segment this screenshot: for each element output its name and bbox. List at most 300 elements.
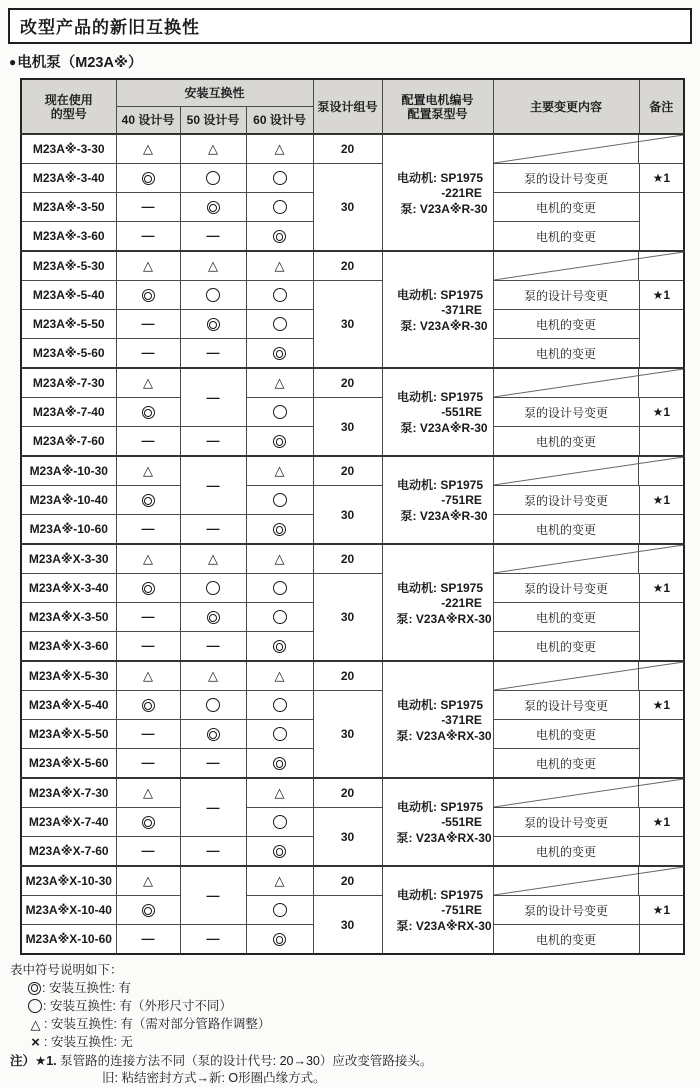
circle-icon (206, 288, 220, 302)
design-60-cell (246, 749, 313, 779)
column-divider (638, 369, 639, 397)
design-40-cell (116, 281, 180, 310)
table-row (21, 281, 684, 310)
design-50-cell (180, 603, 246, 632)
pump-group-cell: 20 (313, 456, 382, 486)
dash-icon: — (141, 726, 155, 741)
motor-config-line: -371RE (441, 712, 482, 727)
design-40-cell (116, 251, 180, 281)
legend-item-text: : 安装互换性: 有（外形尺寸不同） (43, 998, 232, 1013)
design-60-cell (246, 925, 313, 955)
motor-config-line: 电动机: SP1975 (397, 287, 484, 302)
design-60-cell (246, 837, 313, 867)
triangle-icon: △ (274, 551, 285, 566)
diagonal-line (494, 662, 684, 690)
motor-config-line: -551RE (441, 815, 482, 829)
motor-config-line: 电动机: SP1975 (397, 697, 484, 712)
note-prefix: 注）★1. (10, 1054, 57, 1068)
design-50-cell (180, 574, 246, 603)
table-row (21, 574, 684, 603)
design-50-cell (180, 837, 246, 867)
design-40-cell (116, 749, 180, 779)
col-header-model-line2: 的型号 (50, 106, 87, 121)
note-text: 泵管路的连接方法不同（泵的设计代号: 20→30）应改变管路接头。 (60, 1054, 433, 1068)
legend-intro: 表中符号说明如下： (10, 963, 123, 977)
change-cell: 电机的变更 (493, 837, 639, 867)
dash-icon: — (206, 799, 220, 815)
motor-config-line: -551RE (441, 405, 482, 419)
col-header-install: 安装互换性 (116, 79, 313, 107)
change-cell: 电机的变更 (493, 515, 639, 545)
model-cell: M23A※-5-50 (21, 310, 116, 339)
design-60-cell (246, 193, 313, 222)
design-60-cell (246, 281, 313, 310)
triangle-icon: △ (208, 258, 218, 273)
col-header-config (382, 79, 493, 134)
design-40-cell (116, 486, 180, 515)
triangle-icon: △ (274, 873, 285, 888)
design-40-cell (116, 456, 180, 486)
column-divider (638, 662, 639, 690)
table-row (21, 456, 684, 486)
design-50-cell (180, 925, 246, 955)
column-divider (638, 252, 639, 280)
triangle-icon: △ (143, 668, 153, 683)
motor-config-line: 电动机: SP1975 (397, 170, 484, 185)
note-line1 (10, 1053, 692, 1070)
design-60-cell (246, 427, 313, 457)
table-header (21, 79, 684, 134)
triangle-icon: △ (143, 785, 153, 800)
design-60-cell (246, 691, 313, 720)
dash-icon: — (141, 345, 155, 360)
triangle-icon: △ (143, 258, 153, 273)
table-body (21, 134, 684, 954)
design-40-cell (116, 193, 180, 222)
design-40-cell (116, 866, 180, 896)
table-row (21, 866, 684, 896)
model-cell: M23A※-10-40 (21, 486, 116, 515)
dash-icon: — (141, 638, 155, 653)
circle-icon (273, 200, 287, 214)
double-circle-icon (207, 201, 220, 214)
remark-cell (639, 837, 684, 867)
motor-config-line: 电动机: SP1975 (397, 800, 484, 814)
change-cell: 泵的设计号变更 (493, 574, 639, 603)
pump-group-cell: 30 (313, 574, 382, 662)
model-cell: M23A※X-10-40 (21, 896, 116, 925)
dash-icon: — (206, 228, 220, 243)
model-cell: M23A※-7-30 (21, 368, 116, 398)
col-header-remark: 备注 (639, 79, 684, 134)
pump-group-cell: 20 (313, 778, 382, 808)
circle-icon (273, 727, 287, 741)
change-cell: 电机的变更 (493, 222, 639, 252)
pump-group-cell: 30 (313, 896, 382, 955)
change-cell: 泵的设计号变更 (493, 281, 639, 310)
table-row (21, 661, 684, 691)
remark-cell: ★1 (639, 164, 684, 193)
design-60-cell (246, 866, 313, 896)
pump-group-cell: 30 (313, 281, 382, 369)
design-50-cell (180, 164, 246, 193)
dash-icon: — (141, 931, 155, 946)
motor-config-cell (382, 368, 493, 456)
design-60-cell (246, 544, 313, 574)
diagonal-na-cell (493, 544, 684, 574)
col-header-design40: 40 设计号 (116, 107, 180, 135)
design-50-cell (180, 661, 246, 691)
compat-table (20, 78, 685, 955)
dash-icon: — (206, 638, 220, 653)
dash-icon: — (141, 609, 155, 624)
triangle-icon: △ (274, 141, 285, 156)
pump-group-cell: 30 (313, 691, 382, 779)
double-circle-icon (142, 904, 155, 917)
section-title-text: 电机泵（M23A※） (17, 55, 143, 71)
legend-item (10, 997, 692, 1015)
design-40-cell (116, 398, 180, 427)
model-cell: M23A※-10-60 (21, 515, 116, 545)
model-cell: M23A※-3-30 (21, 134, 116, 164)
design-50-cell (180, 193, 246, 222)
model-cell: M23A※X-7-30 (21, 778, 116, 808)
circle-icon (273, 493, 287, 507)
design-60-cell (246, 603, 313, 632)
design-50-cell (180, 778, 246, 837)
bullet-icon: ● (9, 55, 17, 69)
motor-config-line: 泵: V23A※RX-30 (396, 728, 492, 743)
design-60-cell (246, 486, 313, 515)
table-row (21, 134, 684, 164)
change-cell: 电机的变更 (493, 603, 639, 632)
triangle-icon: △ (274, 375, 285, 390)
pump-group-cell: 20 (313, 251, 382, 281)
motor-config-line: -221RE (441, 595, 482, 610)
change-cell: 电机的变更 (493, 925, 639, 955)
triangle-icon: △ (143, 375, 153, 390)
section-title (9, 51, 692, 72)
col-header-changes: 主要变更内容 (493, 79, 639, 134)
design-50-cell (180, 720, 246, 749)
circle-icon (273, 405, 287, 419)
design-60-cell (246, 251, 313, 281)
model-cell: M23A※X-7-60 (21, 837, 116, 867)
column-divider (638, 135, 639, 163)
motor-config-line: 电动机: SP1975 (397, 390, 484, 404)
remark-cell (639, 925, 684, 955)
model-cell: M23A※X-5-50 (21, 720, 116, 749)
design-40-cell (116, 837, 180, 867)
design-50-cell (180, 632, 246, 662)
dash-icon: — (206, 755, 220, 770)
design-40-cell (116, 720, 180, 749)
change-cell: 泵的设计号变更 (493, 164, 639, 193)
dash-icon: — (141, 433, 155, 448)
motor-config-line: -221RE (441, 185, 482, 200)
dash-icon: — (206, 345, 220, 360)
remark-cell: ★1 (639, 486, 684, 515)
model-cell: M23A※-3-40 (21, 164, 116, 193)
design-40-cell (116, 368, 180, 398)
circle-icon (273, 698, 287, 712)
change-cell: 电机的变更 (493, 749, 639, 779)
design-50-cell (180, 866, 246, 925)
page-title: 改型产品的新旧互换性 (8, 8, 692, 44)
table-row (21, 251, 684, 281)
double-circle-icon (273, 435, 286, 448)
double-circle-icon (273, 845, 286, 858)
diagonal-line (494, 252, 684, 280)
double-circle-icon (273, 757, 286, 770)
design-60-cell (246, 222, 313, 252)
pump-group-cell: 30 (313, 486, 382, 545)
design-50-cell (180, 310, 246, 339)
double-circle-icon (207, 728, 220, 741)
triangle-icon: △ (274, 463, 285, 478)
model-cell: M23A※-10-30 (21, 456, 116, 486)
design-60-cell (246, 134, 313, 164)
circle-icon (206, 581, 220, 595)
remark-cell: ★1 (639, 691, 684, 720)
dash-icon: — (206, 887, 220, 903)
pump-group-cell: 30 (313, 164, 382, 252)
design-40-cell (116, 778, 180, 808)
remark-cell (639, 603, 684, 662)
dash-icon: — (206, 477, 220, 493)
design-40-cell (116, 691, 180, 720)
motor-config-line: 泵: V23A※RX-30 (396, 611, 492, 626)
remark-cell (639, 193, 684, 252)
motor-config-line: 泵: V23A※R-30 (400, 421, 488, 435)
remark-cell: ★1 (639, 281, 684, 310)
motor-config-line: 电动机: SP1975 (397, 478, 484, 492)
design-40-cell (116, 603, 180, 632)
remark-cell: ★1 (639, 398, 684, 427)
circle-icon (273, 903, 287, 917)
design-60-cell (246, 720, 313, 749)
col-header-model (21, 79, 116, 134)
change-cell: 泵的设计号变更 (493, 808, 639, 837)
remark-cell: ★1 (639, 896, 684, 925)
double-circle-icon (142, 172, 155, 185)
table-row (21, 691, 684, 720)
legend-list (10, 979, 692, 1051)
motor-config-cell (382, 866, 493, 954)
design-40-cell (116, 222, 180, 252)
triangle-icon: △ (208, 141, 218, 156)
change-cell: 泵的设计号变更 (493, 896, 639, 925)
design-50-cell (180, 749, 246, 779)
legend-item-text: : 安装互换性: 有（需对部分管路作调整） (44, 1016, 271, 1031)
col-header-design50: 50 设计号 (180, 107, 246, 135)
pump-group-cell: 20 (313, 368, 382, 398)
model-cell: M23A※X-3-30 (21, 544, 116, 574)
diagonal-line (494, 135, 684, 163)
double-circle-icon (207, 611, 220, 624)
circle-icon (206, 698, 220, 712)
pump-group-cell: 30 (313, 398, 382, 457)
triangle-icon: △ (30, 1016, 41, 1032)
circle-icon (273, 815, 287, 829)
pump-group-cell: 20 (313, 661, 382, 691)
design-60-cell (246, 368, 313, 398)
triangle-icon: △ (274, 258, 285, 273)
col-header-config-line2: 配置泵型号 (407, 106, 468, 121)
double-circle-icon (28, 982, 41, 995)
diagonal-na-cell (493, 251, 684, 281)
circle-icon (206, 171, 220, 185)
double-circle-icon (142, 289, 155, 302)
motor-config-line: -371RE (441, 302, 482, 317)
design-40-cell (116, 925, 180, 955)
diagonal-line (494, 369, 684, 397)
design-50-cell (180, 339, 246, 369)
model-cell: M23A※X-5-60 (21, 749, 116, 779)
design-60-cell (246, 632, 313, 662)
change-cell: 电机的变更 (493, 339, 639, 369)
diagonal-line (494, 457, 684, 485)
remark-cell (639, 427, 684, 457)
motor-config-line: 泵: V23A※R-30 (400, 318, 488, 333)
remark-cell: ★1 (639, 808, 684, 837)
table-row (21, 808, 684, 837)
legend-item-text: : 安装互换性: 无 (44, 1034, 133, 1049)
remark-cell (639, 515, 684, 545)
model-cell: M23A※X-10-30 (21, 866, 116, 896)
triangle-icon: △ (143, 141, 153, 156)
design-50-cell (180, 515, 246, 545)
change-cell: 泵的设计号变更 (493, 486, 639, 515)
model-cell: M23A※-3-50 (21, 193, 116, 222)
motor-config-line: 泵: V23A※R-30 (400, 201, 488, 216)
change-cell: 泵的设计号变更 (493, 398, 639, 427)
pump-group-cell: 20 (313, 866, 382, 896)
cross-icon: × (31, 1033, 40, 1051)
table-row (21, 486, 684, 515)
legend-item-text: : 安装互换性: 有 (42, 980, 131, 995)
change-cell: 电机的变更 (493, 720, 639, 749)
remark-cell (639, 720, 684, 779)
design-60-cell (246, 808, 313, 837)
dash-icon: — (141, 199, 155, 214)
change-cell: 电机的变更 (493, 193, 639, 222)
double-circle-icon (142, 699, 155, 712)
legend-item (10, 979, 692, 997)
dash-icon: — (141, 316, 155, 331)
col-header-model-line1: 现在使用 (44, 92, 93, 107)
model-cell: M23A※X-7-40 (21, 808, 116, 837)
design-50-cell (180, 456, 246, 515)
design-40-cell (116, 427, 180, 457)
double-circle-icon (273, 933, 286, 946)
model-cell: M23A※-5-60 (21, 339, 116, 369)
design-50-cell (180, 368, 246, 427)
motor-config-cell (382, 778, 493, 866)
design-60-cell (246, 398, 313, 427)
remark-cell (639, 310, 684, 369)
motor-config-line: 泵: V23A※R-30 (400, 509, 488, 523)
triangle-icon: △ (274, 668, 285, 683)
design-40-cell (116, 515, 180, 545)
motor-config-cell (382, 456, 493, 544)
design-40-cell (116, 574, 180, 603)
motor-config-line: 泵: V23A※RX-30 (396, 831, 492, 845)
triangle-icon: △ (143, 873, 153, 888)
motor-config-line: 泵: V23A※RX-30 (396, 919, 492, 933)
model-cell: M23A※-3-60 (21, 222, 116, 252)
dash-icon: — (206, 521, 220, 536)
model-cell: M23A※-5-30 (21, 251, 116, 281)
model-cell: M23A※-7-40 (21, 398, 116, 427)
dash-icon: — (141, 843, 155, 858)
triangle-icon: △ (208, 668, 218, 683)
diagonal-na-cell (493, 661, 684, 691)
motor-config-cell (382, 134, 493, 251)
motor-config-cell (382, 661, 493, 778)
design-60-cell (246, 164, 313, 193)
design-40-cell (116, 544, 180, 574)
design-50-cell (180, 222, 246, 252)
double-circle-icon (142, 582, 155, 595)
triangle-icon: △ (143, 551, 153, 566)
pump-group-cell: 30 (313, 808, 382, 867)
legend (10, 962, 692, 1087)
design-40-cell (116, 134, 180, 164)
model-cell: M23A※X-10-60 (21, 925, 116, 955)
column-divider (638, 457, 639, 485)
column-divider (638, 779, 639, 807)
design-60-cell (246, 310, 313, 339)
model-cell: M23A※X-3-40 (21, 574, 116, 603)
dash-icon: — (141, 755, 155, 770)
design-40-cell (116, 632, 180, 662)
motor-config-line: 电动机: SP1975 (397, 888, 484, 902)
dash-icon: — (206, 931, 220, 946)
col-header-pump-group: 泵设计组号 (313, 79, 382, 134)
model-cell: M23A※X-5-40 (21, 691, 116, 720)
diagonal-na-cell (493, 368, 684, 398)
legend-item (10, 1033, 692, 1051)
pump-group-cell: 20 (313, 544, 382, 574)
design-40-cell (116, 310, 180, 339)
double-circle-icon (207, 318, 220, 331)
dash-icon: — (141, 521, 155, 536)
table-row (21, 778, 684, 808)
design-50-cell (180, 251, 246, 281)
change-cell: 电机的变更 (493, 310, 639, 339)
diagonal-na-cell (493, 134, 684, 164)
triangle-icon: △ (143, 463, 153, 478)
double-circle-icon (142, 816, 155, 829)
model-cell: M23A※-7-60 (21, 427, 116, 457)
diagonal-na-cell (493, 866, 684, 896)
model-cell: M23A※X-3-60 (21, 632, 116, 662)
design-60-cell (246, 515, 313, 545)
triangle-icon: △ (208, 551, 218, 566)
design-40-cell (116, 164, 180, 193)
design-50-cell (180, 427, 246, 457)
design-50-cell (180, 281, 246, 310)
table-row (21, 398, 684, 427)
circle-icon (273, 317, 287, 331)
dash-icon: — (206, 389, 220, 405)
design-40-cell (116, 808, 180, 837)
circle-icon (273, 581, 287, 595)
design-40-cell (116, 339, 180, 369)
change-cell: 泵的设计号变更 (493, 691, 639, 720)
double-circle-icon (273, 230, 286, 243)
